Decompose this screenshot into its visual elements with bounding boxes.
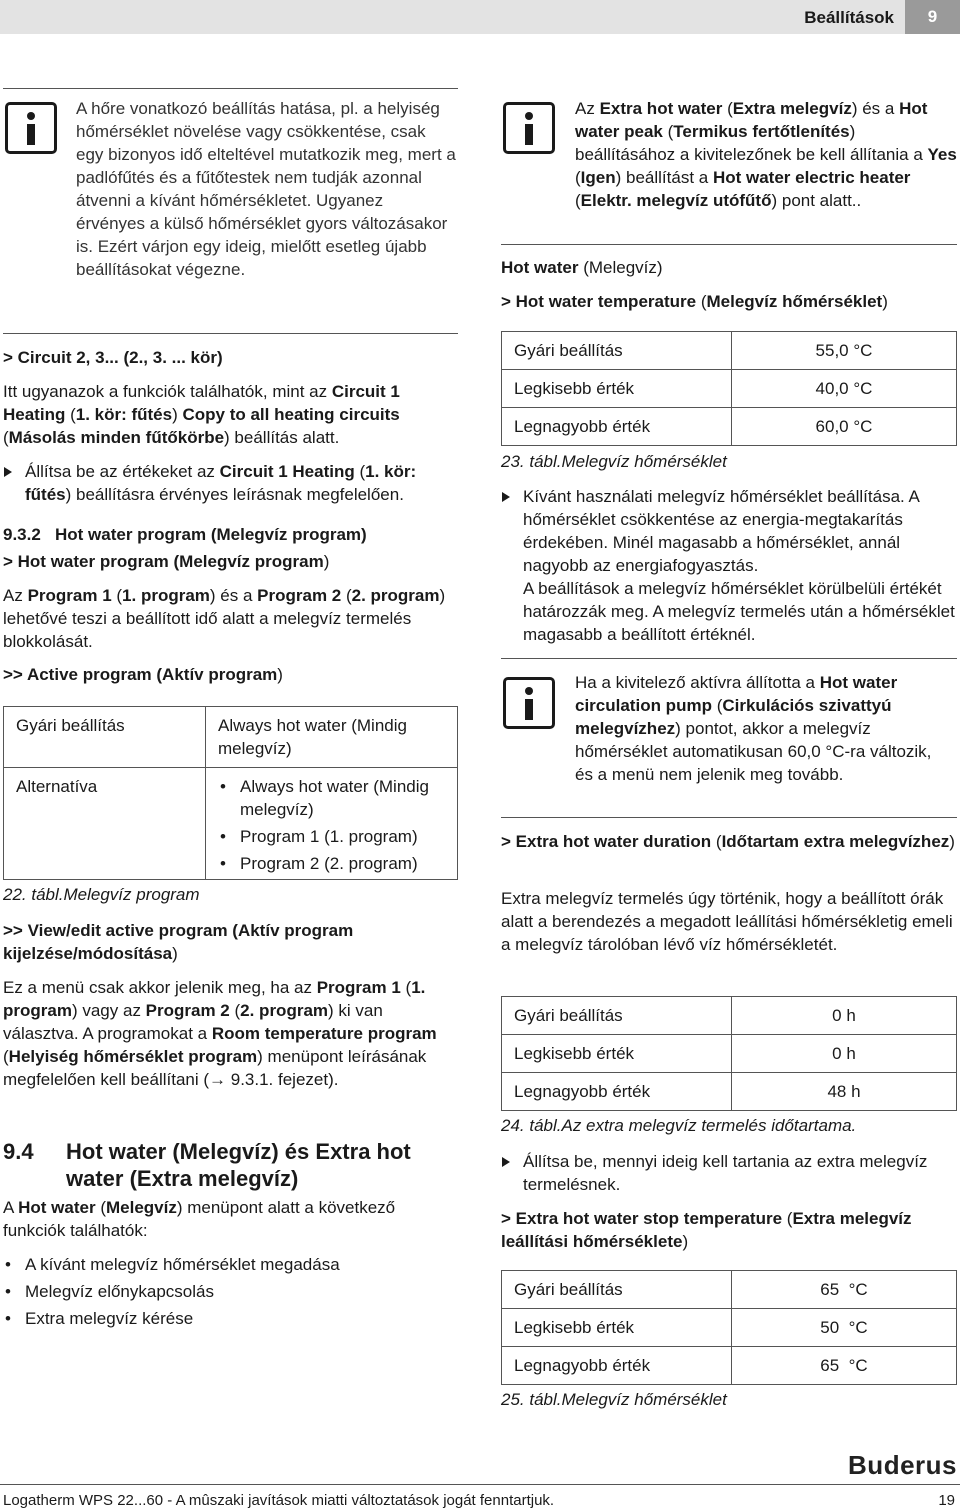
circuit-step-list <box>3 460 458 506</box>
section-9-4-list <box>3 1253 458 1334</box>
footer-text: Logatherm WPS 22...60 - A mûszaki javítások miatti változtatások jogát fenntartjuk. <box>3 1492 555 1509</box>
section-9-4-number: 9.4 <box>3 1139 34 1164</box>
table-cell-label: Legnagyobb érték <box>502 1347 732 1385</box>
footer-page-number: 19 <box>938 1492 955 1509</box>
table-cell-label: Legkisebb érték <box>502 370 732 408</box>
table-cell-label: Alternatíva <box>4 768 206 880</box>
step-item: Kívánt használati melegvíz hőmérséklet beállítása. A hőmérséklet csökkentése az energia-megtakarítás érdekében. Minél magasabb a hőmérséklet, annál nagyobb az energiafogyasztás. A beállítások a melegvíz hőmérséklet körülbelüli értékét határozzák meg. A melegvíz termelés után a hőmérséklet magasabb a beállított értéknél. <box>501 485 957 646</box>
hot-water-temperature-path: > Hot water temperature (Melegvíz hőmérséklet) <box>501 292 888 311</box>
table-cell-label: Legnagyobb érték <box>502 1073 732 1111</box>
divider <box>3 333 458 334</box>
extra-hot-water-duration-path: > Extra hot water duration (Időtartam extra melegvízhez) <box>501 832 955 851</box>
extra-hot-water-stop-temperature-path: > Extra hot water stop temperature (Extra melegvíz leállítási hőmérséklete) <box>501 1209 912 1251</box>
section-9-4-title: Hot water (Melegvíz) és Extra hot water (Extra melegvíz) <box>66 1139 411 1191</box>
table-23-hot-water-temperature <box>501 331 957 446</box>
info-icon <box>503 102 555 154</box>
table-cell-value: 60,0 °C <box>732 408 957 446</box>
list-item: • A kívánt melegvíz hőmérséklet megadása <box>3 1253 458 1276</box>
table-cell-label: Gyári beállítás <box>502 997 732 1035</box>
table-cell-value: 55,0 °C <box>732 332 957 370</box>
buderus-logo: Buderus <box>848 1450 957 1480</box>
view-edit-paragraph: Ez a menü csak akkor jelenik meg, ha az Program 1 (1. program) vagy az Program 2 (2. program) ki van választva. A programokat a Room temperature program (Helyiség hőmérséklet program) menüpont leírásának megfelelően kell beállítani (→ 9.3.1. fejezet). <box>3 978 437 1089</box>
temperature-step-list <box>501 485 957 646</box>
table-cell-label: Gyári beállítás <box>4 707 206 768</box>
table-24-extra-duration <box>501 996 957 1111</box>
step-item: Állítsa be az értékeket az Circuit 1 Heating (1. kör: fűtés) beállításra érvényes leírásnak megfelelően. <box>3 460 458 506</box>
table-cell-options <box>206 768 458 880</box>
table-23-caption: 23. tábl.Melegvíz hőmérséklet <box>501 452 727 471</box>
list-item: • Extra melegvíz kérése <box>3 1307 458 1330</box>
table-cell-label: Gyári beállítás <box>502 332 732 370</box>
section-9-4-paragraph: A Hot water (Melegvíz) menüpont alatt a következő funkciók találhatók: <box>3 1198 396 1240</box>
footer-divider <box>0 1484 960 1485</box>
table-cell-label: Gyári beállítás <box>502 1271 732 1309</box>
table-cell-value: Always hot water (Mindig melegvíz) <box>206 707 458 768</box>
extra-hot-water-paragraph: Extra melegvíz termelés úgy történik, hogy a beállított órák alatt a berendezés a megadott leállítási hőmérsékletig emeli a melegvíz tárolóban lévő víz hőmérsékletét. <box>501 889 953 954</box>
table-24-caption: 24. tábl.Az extra melegvíz termelés időtartama. <box>501 1116 857 1135</box>
duration-step-list <box>501 1150 957 1196</box>
step-item: Állítsa be, mennyi ideig kell tartania az extra melegvíz termelésnek. <box>501 1150 957 1196</box>
table-22-caption: 22. tábl.Melegvíz program <box>3 885 200 904</box>
table-cell-value: 0 h <box>732 997 957 1035</box>
info-icon <box>5 102 57 154</box>
section-9-3-2-heading: 9.3.2 Hot water program (Melegvíz program) <box>3 525 367 544</box>
table-cell-value: 50 °C <box>732 1309 957 1347</box>
table-cell-value: 40,0 °C <box>732 370 957 408</box>
info-icon <box>503 677 555 729</box>
view-edit-path: >> View/edit active program (Aktív program kijelzése/módosítása) <box>3 921 354 963</box>
info-note-extra-hot-water: Az Extra hot water (Extra melegvíz) és a Hot water peak (Termikus fertőtlenítés) beállításához a kivitelezőnek be kell állítania a Yes (Igen) beállítást a Hot water electric heater (Elektr. melegvíz utófűtő) pont alatt.. <box>575 99 957 210</box>
active-program-path: >> Active program (Aktív program) <box>3 665 283 684</box>
table-cell-label: Legkisebb érték <box>502 1035 732 1073</box>
table-cell-value: 0 h <box>732 1035 957 1073</box>
hot-water-program-paragraph: Az Program 1 (1. program) és a Program 2 (2. program) lehetővé teszi a beállított idő alatt a melegvíz termelés blokkolását. <box>3 586 446 651</box>
option-list <box>218 775 445 875</box>
header-title: Beállítások <box>804 8 894 27</box>
info-note-circulation-pump: Ha a kivitelező aktívra állította a Hot water circulation pump (Cirkulációs szivattyú melegvízhez) pontot, akkor a melegvíz hőmérséklet automatikusan 60,0 °C-ra változik, és a menü nem jelenik meg tovább. <box>575 673 932 784</box>
arrow-right-icon: → <box>209 1070 227 1089</box>
divider <box>501 817 957 818</box>
table-cell-label: Legkisebb érték <box>502 1309 732 1347</box>
table-25-extra-stop-temperature <box>501 1270 957 1385</box>
circuit-paragraph: Itt ugyanazok a funkciók találhatók, mint az Circuit 1 Heating (1. kör: fűtés) Copy to all heating circuits (Másolás minden fűtőkörbe) beállítás alatt. <box>3 382 400 447</box>
hot-water-path: Hot water (Melegvíz) <box>501 258 663 277</box>
table-cell-value: 65 °C <box>732 1271 957 1309</box>
list-item: • Always hot water (Mindig melegvíz) <box>218 775 445 821</box>
list-item: • Program 1 (1. program) <box>218 825 445 848</box>
info-note-heating-delay: A hőre vonatkozó beállítás hatása, pl. a helyiség hőmérséklet növelése vagy csökkentése, csak egy bizonyos idő elteltével mutatkozik meg, mert a padlófűtés és a fűtőtestek nem tudják azonnal átvenni a kívánt hőmérsékletet. Ugyanez érvényes a külső hőmérséklet gyors változásakor is. Ezért várjon egy ideig, mielőtt esetleg újabb beállításokat végezne. <box>76 99 456 279</box>
header-page-number: 9 <box>905 0 960 34</box>
table-22-hot-water-program <box>3 706 458 880</box>
table-cell-label: Legnagyobb érték <box>502 408 732 446</box>
table-25-caption: 25. tábl.Melegvíz hőmérséklet <box>501 1390 727 1409</box>
circuit-menu-path: > Circuit 2, 3... (2., 3. ... kör) <box>3 348 223 367</box>
divider <box>3 88 458 89</box>
divider <box>501 658 957 659</box>
list-item: • Melegvíz előnykapcsolás <box>3 1280 458 1303</box>
list-item: • Program 2 (2. program) <box>218 852 445 875</box>
table-cell-value: 65 °C <box>732 1347 957 1385</box>
divider <box>501 244 957 245</box>
table-cell-value: 48 h <box>732 1073 957 1111</box>
hot-water-program-path: > Hot water program (Melegvíz program) <box>3 552 330 571</box>
